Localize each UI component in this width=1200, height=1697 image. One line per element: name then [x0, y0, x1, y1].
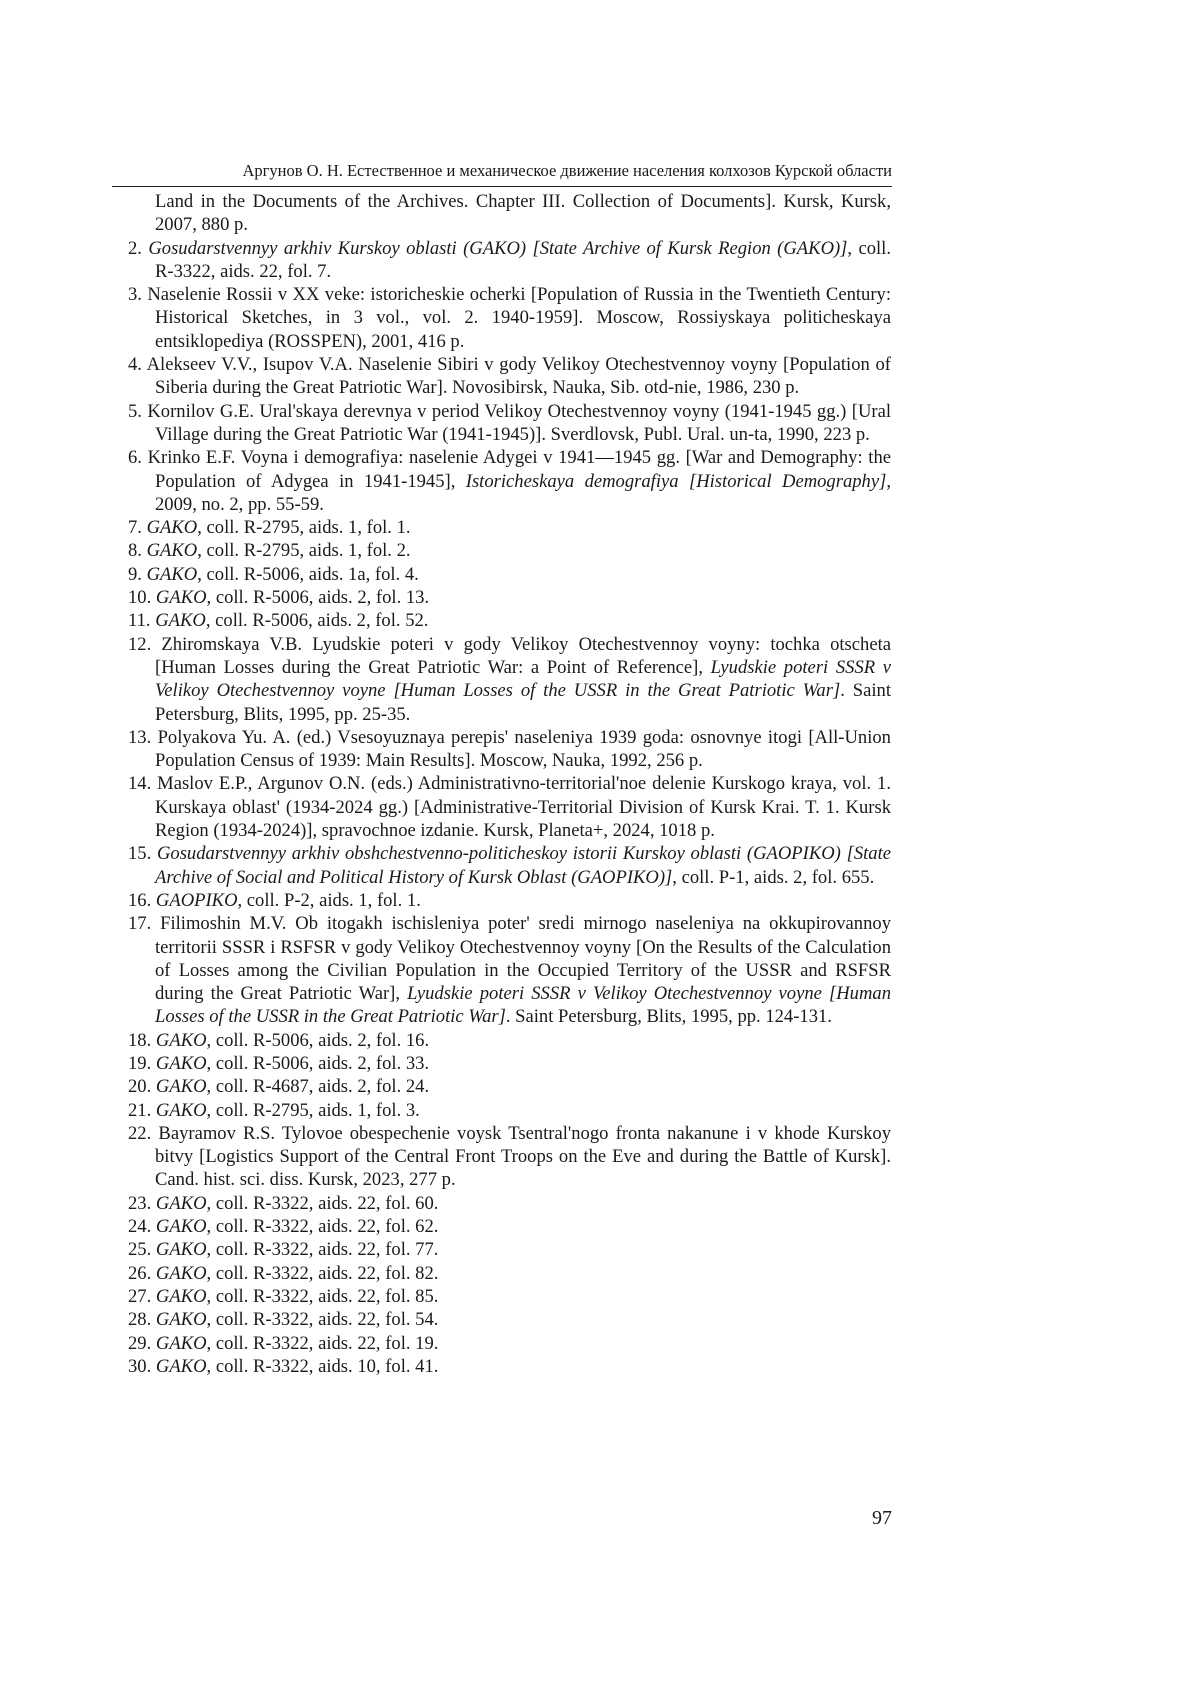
reference-item: [128, 1238, 891, 1261]
reference-item: [128, 1262, 891, 1285]
reference-title-italic: GAKO: [156, 587, 207, 608]
reference-item: [128, 1332, 891, 1355]
reference-title-italic: GAKO: [155, 610, 206, 631]
reference-item: [128, 237, 891, 284]
reference-number: 22.: [128, 1123, 151, 1144]
reference-number: 21.: [128, 1100, 151, 1121]
reference-item: [128, 726, 891, 773]
reference-item: [128, 446, 891, 516]
header-divider: [112, 186, 892, 187]
reference-item: [128, 539, 891, 562]
reference-number: 4.: [128, 354, 142, 375]
reference-text: , coll. P-1, aids. 2, fol. 655.: [672, 867, 874, 888]
reference-text: , coll. R-5006, aids. 2, fol. 52.: [206, 610, 429, 631]
reference-item: [128, 609, 891, 632]
reference-text: , coll. R-5006, aids. 1a, fol. 4.: [197, 564, 419, 585]
reference-title-italic: GAKO: [156, 1030, 207, 1051]
reference-title-italic: GAKO: [147, 564, 198, 585]
reference-number: 10.: [128, 587, 151, 608]
reference-item: [128, 586, 891, 609]
reference-number: 9.: [128, 564, 142, 585]
reference-title-italic: GAKO: [156, 1100, 207, 1121]
reference-item: [128, 1122, 891, 1192]
reference-text: Polyakova Yu. A. (ed.) Vsesoyuznaya perepis' naseleniya 1939 goda: osnovnye itogi [All-Union Population Census of 1939: Main Results]. Moscow, Nauka, 1992, 256 p.: [155, 727, 891, 771]
reference-number: 16.: [128, 890, 151, 911]
reference-item: [128, 516, 891, 539]
reference-text: , coll. R-3322, aids. 22, fol. 82.: [207, 1263, 439, 1284]
reference-text: . Saint Pe­tersburg, Blits, 1995, pp. 124-131.: [506, 1006, 832, 1027]
reference-title-italic: Gosudarstvennyy arkhiv obshchestvenno-politicheskoy istorii Kurskoy oblasti (GAOPIKO) [State Archive of Social and Political History of Kursk Oblast (GAOPIKO)]: [155, 843, 891, 887]
reference-number: 3.: [128, 284, 142, 305]
reference-text: , coll. R-5006, aids. 2, fol. 33.: [207, 1053, 430, 1074]
reference-item: [128, 889, 891, 912]
reference-item: [128, 1355, 891, 1378]
reference-number: 5.: [128, 401, 142, 422]
reference-number: 23.: [128, 1193, 151, 1214]
reference-number: 6.: [128, 447, 142, 468]
reference-text: Land in the Documents of the Archives. Chapter III. Collection of Documents]. Kursk, Kursk, 2007, 880 p.: [155, 191, 891, 235]
reference-number: 7.: [128, 517, 142, 538]
reference-text: , coll. R-3322, aids. 22, fol. 54.: [207, 1309, 439, 1330]
reference-text: Naselenie Rossii v XX veke: istoricheskie ocherki [Population of Russia in the Twentieth Century: Historical Sketches, in 3 vol., vol. 2. 1940-1959]. Moscow, Rossiyskaya politicheskaya entsiklopediya (ROSSPEN), 2001, 416 p.: [147, 284, 891, 352]
reference-text: , coll. R-3322, aids. 22, fol. 19.: [207, 1333, 439, 1354]
reference-title-italic: GAOPIKO: [156, 890, 238, 911]
reference-number: 14.: [128, 773, 151, 794]
reference-item: [128, 1029, 891, 1052]
reference-item: [128, 353, 891, 400]
reference-number: 17.: [128, 913, 151, 934]
reference-text: Kornilov G.E. Ural'skaya derevnya v period Velikoy Otechestvennoy voyny (1941-1945 gg.) [Ural Village during the Great Patriotic War (1941-1945)]. Sverdlovsk, Publ. Ural. un-ta, 1990, 223 p.: [147, 401, 891, 445]
reference-text: Filimoshin M.V. Ob itogakh ischisleniya poter' sredi mirnogo naseleniya na okkupiro­vannoy territorii SSSR i RSFSR v gody Velikoy Otechestvennoy voyny [On the Results of the Calculation of Losses among the Civilian Population in the Occupied Territory of the USSR and RSFSR during the Great Patriotic War],: [155, 913, 891, 1004]
reference-text: , coll. R-3322, aids. 22, fol. 62.: [207, 1216, 439, 1237]
reference-item: [128, 1075, 891, 1098]
reference-title-italic: Istoricheskaya demografiya [Historical Demography]: [466, 471, 887, 492]
page-number: 97: [850, 1506, 892, 1530]
reference-text: , coll. R-3322, aids. 22, fol. 85.: [207, 1286, 439, 1307]
reference-text: Maslov E.P., Argunov O.N. (eds.) Administrativno-territorial'noe delenie Kurskogo kraya, vol. 1. Kurskaya oblast' (1934-2024 gg.) [Administrative-Territorial Division of Kursk Krai. T. 1. Kursk Region (1934-2024)], spravochnoe izdanie. Kursk, Planeta+, 2024, 1018 p.: [155, 773, 891, 841]
reference-title-italic: GAKO: [156, 1239, 207, 1260]
reference-number: 30.: [128, 1356, 151, 1377]
reference-text: , coll. P-2, aids. 1, fol. 1.: [238, 890, 421, 911]
reference-number: 25.: [128, 1239, 151, 1260]
reference-text: , coll. R-4687, aids. 2, fol. 24.: [207, 1076, 430, 1097]
reference-number: 29.: [128, 1333, 151, 1354]
reference-item: [128, 1192, 891, 1215]
reference-text: . Saint Petersburg, Blits, 1995, pp. 25-35.: [155, 680, 891, 724]
reference-item: [128, 842, 891, 889]
reference-title-italic: GAKO: [156, 1263, 207, 1284]
reference-text: , coll. R-5006, aids. 2, fol. 16.: [207, 1030, 430, 1051]
reference-text: , coll. R-3322, aids. 22, fol. 77.: [207, 1239, 439, 1260]
reference-number: 24.: [128, 1216, 151, 1237]
reference-title-italic: Gosudarstvennyy arkhiv Kurskoy oblasti (GAKO) [State Archive of Kursk Region (GAKO)]: [148, 238, 847, 259]
reference-item: [128, 1052, 891, 1075]
reference-item: [128, 190, 891, 237]
reference-text: , coll. R-2795, aids. 1, fol. 3.: [207, 1100, 420, 1121]
reference-title-italic: GAKO: [156, 1053, 207, 1074]
reference-number: 18.: [128, 1030, 151, 1051]
reference-number: 11.: [128, 610, 151, 631]
reference-number: 2.: [128, 238, 142, 259]
reference-item: [128, 912, 891, 1028]
reference-text: , coll. R-3322, aids. 22, fol. 60.: [207, 1193, 439, 1214]
reference-title-italic: GAKO: [156, 1286, 207, 1307]
reference-title-italic: GAKO: [147, 517, 198, 538]
reference-number: 20.: [128, 1076, 151, 1097]
reference-item: [128, 400, 891, 447]
reference-title-italic: GAKO: [156, 1216, 207, 1237]
reference-list: [128, 190, 891, 1378]
reference-item: [128, 633, 891, 726]
reference-text: , 2009, no. 2, pp. 55-59.: [155, 471, 891, 515]
reference-text: , coll. R-3322, aids. 22, fol. 7.: [155, 238, 891, 282]
reference-number: 13.: [128, 727, 151, 748]
reference-number: 26.: [128, 1263, 151, 1284]
reference-number: 8.: [128, 540, 142, 561]
reference-text: , coll. R-2795, aids. 1, fol. 1.: [197, 517, 410, 538]
reference-item: [128, 1285, 891, 1308]
reference-text: Alekseev V.V., Isupov V.A. Naselenie Sibiri v gody Velikoy Otechestvennoy voyny [Population of Siberia during the Great Patriotic War]. Novosibirsk, Nauka, Sib. otd-nie, 1986, 230 p.: [147, 354, 891, 398]
reference-text: Zhiromskaya V.B. Lyudskie poteri v gody Velikoy Otechestvennoy voyny: tochka otscheta [Human Losses during the Great Patriotic War: a Point of Reference],: [155, 634, 891, 678]
reference-number: 12.: [128, 634, 151, 655]
reference-title-italic: GAKO: [156, 1309, 207, 1330]
running-head: Аргунов О. Н. Естественное и механическое движение населения колхозов Курской области: [112, 160, 892, 182]
reference-item: [128, 1215, 891, 1238]
reference-number: 15.: [128, 843, 151, 864]
reference-item: [128, 1099, 891, 1122]
reference-title-italic: GAKO: [156, 1356, 207, 1377]
reference-text: Krinko E.F. Voyna i demografiya: naselenie Adygei v 1941—1945 gg. [War and Demog­raphy: the Population of Adygea in 1941-1945],: [148, 447, 891, 491]
reference-title-italic: GAKO: [156, 1193, 207, 1214]
reference-item: [128, 563, 891, 586]
reference-text: , coll. R-3322, aids. 10, fol. 41.: [207, 1356, 439, 1377]
reference-title-italic: Lyudskie poteri SSSR v Velikoy Otechestvennoy voyne [Human Losses of the USSR in the Great Patriotic War]: [155, 983, 891, 1027]
reference-text: , coll. R-2795, aids. 1, fol. 2.: [197, 540, 410, 561]
reference-text: , coll. R-5006, aids. 2, fol. 13.: [207, 587, 430, 608]
reference-item: [128, 1308, 891, 1331]
reference-title-italic: GAKO: [156, 1076, 207, 1097]
reference-title-italic: GAKO: [156, 1333, 207, 1354]
reference-item: [128, 283, 891, 353]
reference-number: 28.: [128, 1309, 151, 1330]
reference-number: 27.: [128, 1286, 151, 1307]
reference-title-italic: GAKO: [147, 540, 198, 561]
reference-item: [128, 772, 891, 842]
reference-text: Bayramov R.S. Tylovoe obespechenie voysk Tsentral'nogo fronta nakanune i v khode Kurskoy bitvy [Logistics Support of the Central Front Troops on the Eve and during the Battle of Kursk]. Cand. hist. sci. diss. Kursk, 2023, 277 p.: [155, 1123, 891, 1191]
reference-title-italic: Lyudskie poteri SSSR v Velikoy Otechestvennoy voyne [Human Losses of the USSR in the Great Patriotic War]: [155, 657, 891, 701]
reference-number: 19.: [128, 1053, 151, 1074]
